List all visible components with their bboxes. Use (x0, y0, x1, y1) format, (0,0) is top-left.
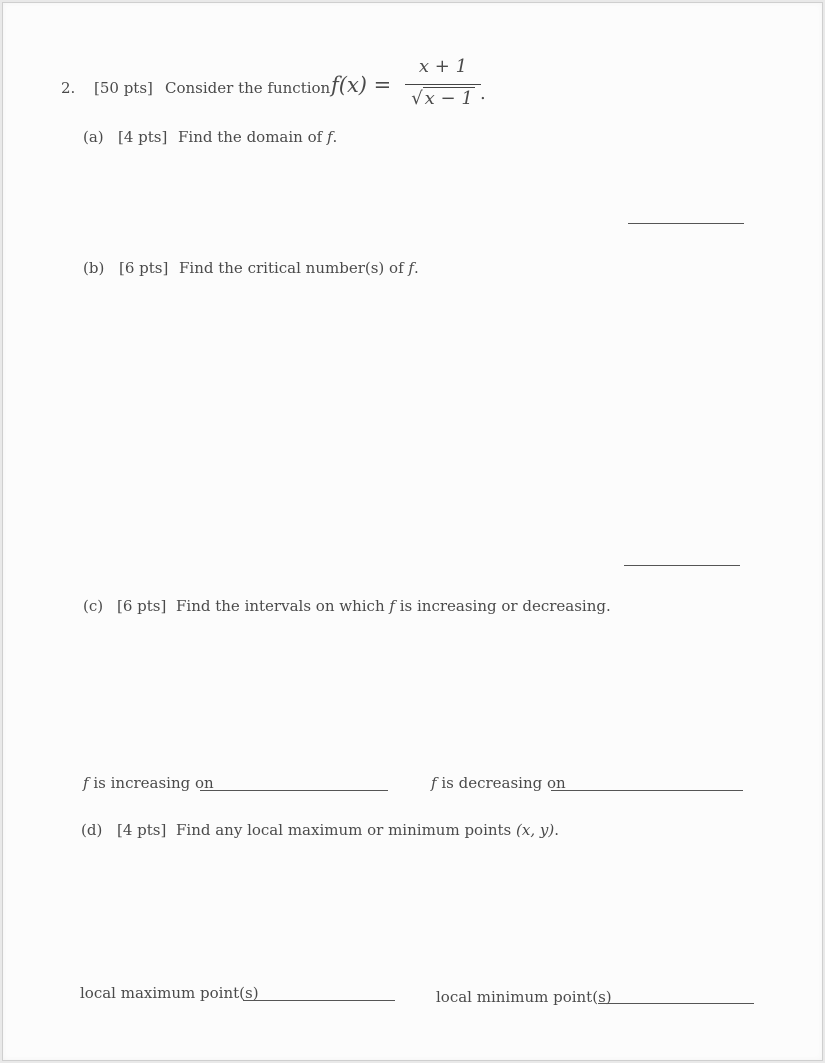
sqrt-icon: √ (411, 88, 423, 109)
part-a-prompt: Find the domain of f. (178, 128, 338, 146)
decreasing-label: f is decreasing on (431, 774, 566, 792)
problem-intro: Consider the function (165, 79, 331, 97)
fraction-denominator (405, 88, 481, 109)
part-a-points: [4 pts] (118, 128, 168, 146)
part-a-answer-line[interactable] (628, 223, 744, 224)
function-lhs: f(x) = (331, 73, 392, 97)
function-period: . (480, 83, 486, 104)
part-c-prompt: Find the intervals on which f is increasing or decreasing. (176, 597, 611, 615)
part-a-label: (a) (83, 128, 104, 146)
part-d-points: [4 pts] (117, 821, 167, 839)
decreasing-answer-line[interactable] (551, 790, 743, 791)
part-c-label: (c) (83, 597, 104, 615)
problem-number: 2. (61, 79, 76, 97)
part-c-points: [6 pts] (117, 597, 167, 615)
part-b-points: [6 pts] (119, 259, 169, 277)
local-max-answer-line[interactable] (243, 1000, 395, 1001)
local-min-answer-line[interactable] (598, 1003, 754, 1004)
fraction-numerator: x + 1 (418, 56, 468, 77)
increasing-answer-line[interactable] (200, 790, 388, 791)
part-b-label: (b) (83, 259, 105, 277)
part-b-answer-line[interactable] (624, 565, 740, 566)
part-d-prompt: Find any local maximum or minimum points (x, y). (176, 821, 560, 839)
fraction-radicand: x − 1 (424, 88, 473, 109)
fraction-bar (405, 84, 481, 85)
local-max-label: local maximum point(s) (80, 984, 259, 1002)
problem-points: [50 pts] (94, 79, 153, 97)
increasing-label: f is increasing on (83, 774, 214, 792)
function-fraction (405, 56, 481, 116)
exam-page (2, 2, 823, 1061)
part-d-label: (d) (81, 821, 103, 839)
local-min-label: local minimum point(s) (436, 988, 612, 1006)
part-b-prompt: Find the critical number(s) of f. (179, 259, 419, 277)
